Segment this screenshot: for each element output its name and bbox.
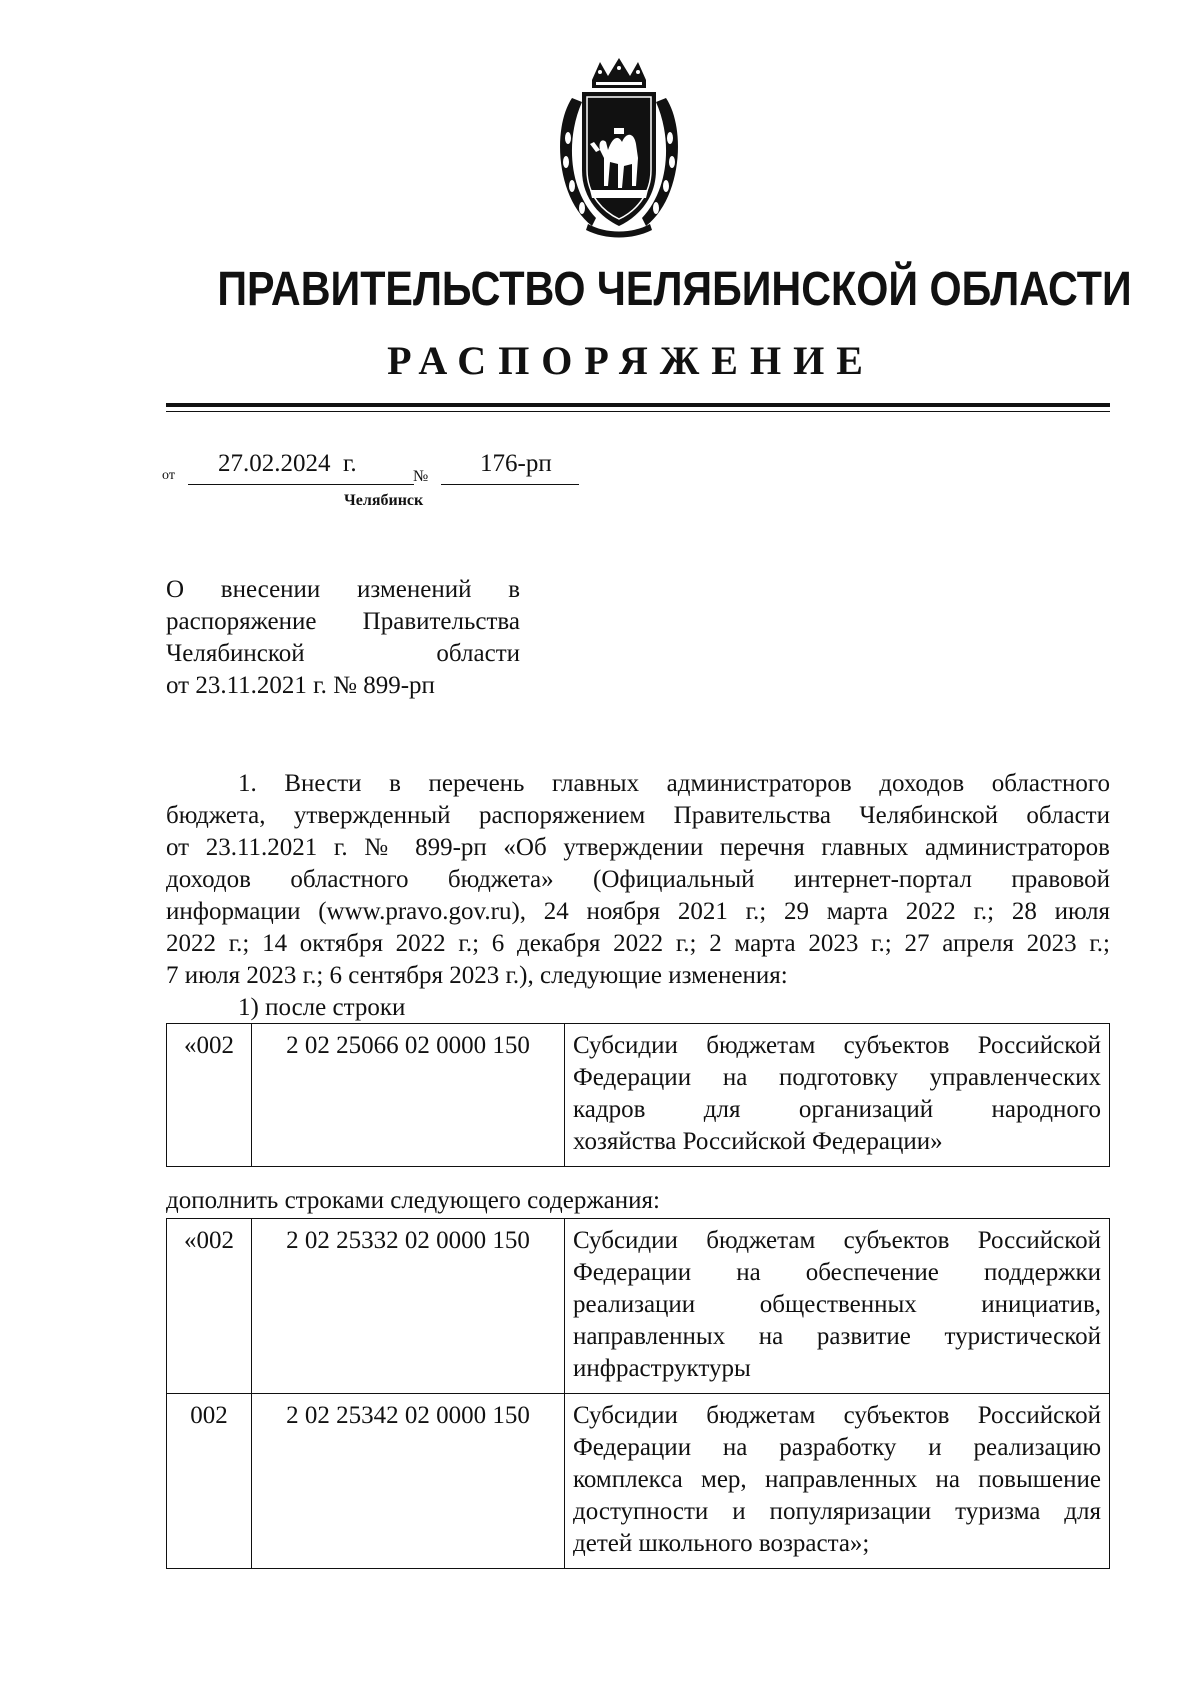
- cell-line: Субсидии бюджетам субъектов Российской: [573, 1402, 1101, 1429]
- number-underline: [441, 484, 579, 485]
- cell-line: детей школьного возраста»;: [573, 1530, 870, 1557]
- subject-line: Челябинской области: [166, 640, 520, 667]
- header-rule-thin: [166, 411, 1110, 412]
- subject-line: О внесении изменений в: [166, 576, 520, 603]
- date-label: от: [162, 468, 175, 483]
- header-rule-thick: [166, 403, 1110, 407]
- subject-line: распоряжение Правительства: [166, 608, 520, 635]
- table-row: [167, 1219, 1110, 1394]
- revenue-code-cell: 2 02 25066 02 0000 150: [252, 1024, 565, 1167]
- cell-line: хозяйства Российской Федерации»: [573, 1128, 943, 1155]
- cell-line: комплекса мер, направленных на повышение: [573, 1466, 1101, 1493]
- paragraph-line: доходов областного бюджета» (Официальный интернет-портал правовой: [166, 866, 1110, 893]
- paragraph-line: 1. Внести в перечень главных администраторов доходов областного: [238, 770, 1110, 797]
- add-lines-text: дополнить строками следующего содержания:: [166, 1187, 660, 1214]
- paragraph-line: бюджета, утвержденный распоряжением Правительства Челябинской области: [166, 802, 1110, 829]
- cell-line: Федерации на подготовку управленческих: [573, 1064, 1101, 1091]
- paragraph-line: 2022 г.; 14 октября 2022 г.; 6 декабря 2022 г.; 2 марта 2023 г.; 27 апреля 2023 г.;: [166, 930, 1110, 957]
- cell-line: Федерации на разработку и реализацию: [573, 1434, 1101, 1461]
- cell-line: кадров для организаций народного: [573, 1096, 1101, 1123]
- revenue-name-cell: [565, 1394, 1110, 1569]
- paragraph-1: [166, 768, 1110, 992]
- coat-of-arms-emblem: [552, 58, 686, 238]
- revenue-name-cell: [565, 1219, 1110, 1394]
- admin-code-cell: «002: [167, 1219, 252, 1394]
- cell-line: реализации общественных инициатив,: [573, 1291, 1101, 1318]
- document-city: Челябинск: [344, 492, 424, 509]
- subject-line: от 23.11.2021 г. № 899-рп: [166, 672, 435, 699]
- paragraph-line: 7 июля 2023 г.; 6 сентября 2023 г.), следующие изменения:: [166, 962, 788, 989]
- paragraph-line: информации (www.pravo.gov.ru), 24 ноября 2021 г.; 29 марта 2022 г.; 28 июля: [166, 898, 1110, 925]
- cell-line: Субсидии бюджетам субъектов Российской: [573, 1032, 1101, 1059]
- number-label: №: [413, 468, 429, 485]
- table-row: [167, 1024, 1110, 1167]
- revenue-name-cell: [565, 1024, 1110, 1167]
- document-date: 27.02.2024 г.: [218, 450, 357, 477]
- cell-line: направленных на развитие туристической: [573, 1323, 1101, 1350]
- admin-code-cell: «002: [167, 1024, 252, 1167]
- document-type: РАСПОРЯЖЕНИЕ: [387, 338, 875, 383]
- revenue-code-cell: 2 02 25332 02 0000 150: [252, 1219, 565, 1394]
- government-title: ПРАВИТЕЛЬСТВО ЧЕЛЯБИНСКОЙ ОБЛАСТИ: [217, 263, 1132, 316]
- paragraph-line: от 23.11.2021 г. № 899-рп «Об утверждении перечня главных администраторов: [166, 834, 1110, 861]
- cell-line: Федерации на обеспечение поддержки: [573, 1259, 1101, 1286]
- subitem-1: 1) после строки: [238, 994, 406, 1021]
- table-row: [167, 1394, 1110, 1569]
- document-subject: [166, 574, 520, 702]
- codes-table-new: [166, 1218, 1110, 1569]
- revenue-code-cell: 2 02 25342 02 0000 150: [252, 1394, 565, 1569]
- codes-table-existing: [166, 1023, 1110, 1167]
- admin-code-cell: 002: [167, 1394, 252, 1569]
- document-number: 176-рп: [480, 450, 552, 477]
- cell-line: Субсидии бюджетам субъектов Российской: [573, 1227, 1101, 1254]
- cell-line: доступности и популяризации туризма для: [573, 1498, 1101, 1525]
- cell-line: инфраструктуры: [573, 1355, 751, 1382]
- date-underline: [188, 484, 414, 485]
